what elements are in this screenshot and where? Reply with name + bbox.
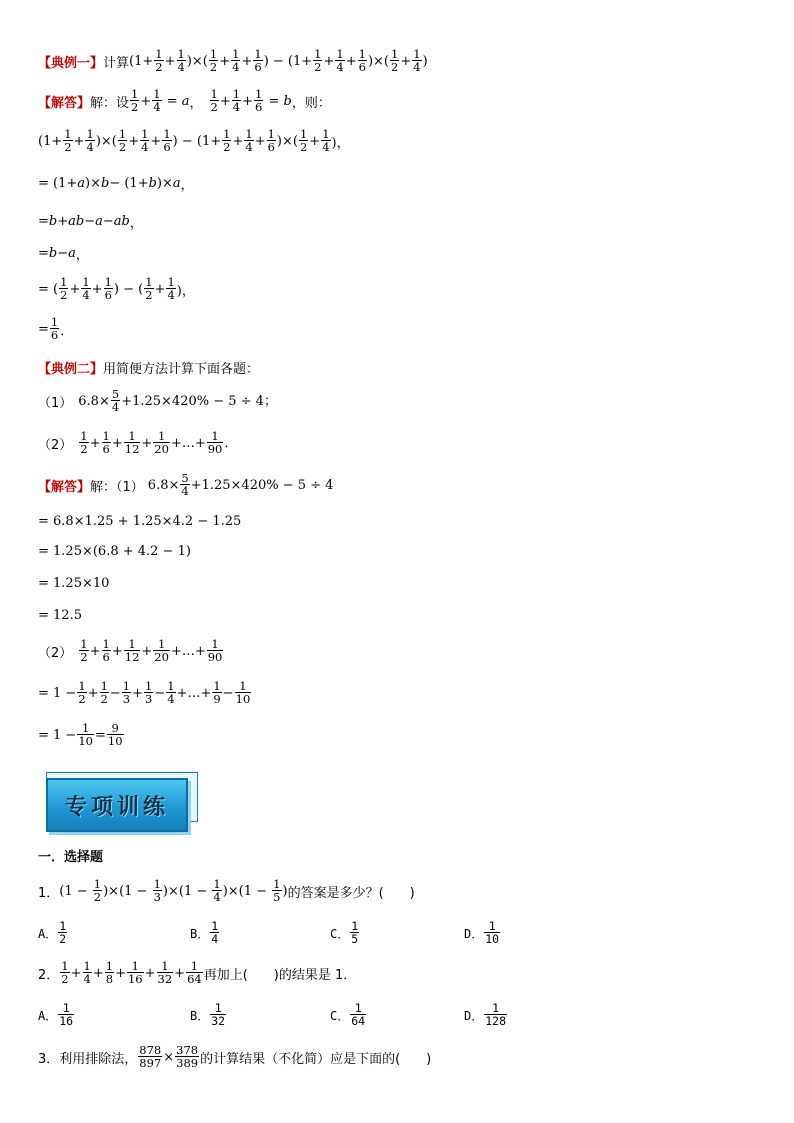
example-1-tag: 【典例一】 (38, 55, 104, 71)
example-1-expression: (1+ $\frac{1}{2}$ + $\frac{1}{4}$ )×( $\frac{1}{2}$ + $\frac{1}{4}$ + $\frac{1}{6}$ ) − (1+ $\frac{1}{2}$ + $\frac{1}{4}$ + $\frac{1}{6}$ )×( $\frac{1}{2}$ + $\frac{1}{4}$ ) (129, 46, 428, 74)
example-2-text: 用简便方法计算下面各题： (103, 361, 260, 377)
answer-tag: 【解答】 (38, 95, 91, 111)
q2-option-c[interactable]: C． $\frac{1}{64}$ (330, 1000, 366, 1028)
solution-step: = 1.25×(6.8 + 4.2 − 1) (38, 543, 191, 559)
banner-title: 专项训练 (64, 794, 169, 820)
solution-step: = b + ab − a − ab ， (38, 213, 143, 231)
example-2-part-2: （2） $\frac{1}{2}$ + $\frac{1}{6}$ + $\frac{1}{12}$ + $\frac{1}{20}$ +…+ $\frac{1}{90}$ ． (38, 428, 238, 456)
example-2-question (38, 350, 259, 384)
question-2: 2． $\frac{1}{2}$ + $\frac{1}{4}$ + $\frac{1}{8}$ + $\frac{1}{16}$ + $\frac{1}{32}$ + $\frac{1}{64}$ 再加上( )的结果是 1． (38, 958, 357, 986)
example-2-tag: 【典例二】 (38, 361, 104, 377)
solution-step: (1+ $\frac{1}{2}$ + $\frac{1}{4}$ )×( $\frac{1}{2}$ + $\frac{1}{4}$ + $\frac{1}{6}$ ) − (1+ $\frac{1}{2}$ + $\frac{1}{4}$ + $\frac{1}{6}$ )×( $\frac{1}{2}$ + $\frac{1}{4}$ )， (38, 126, 350, 154)
q2-option-d[interactable]: D． $\frac{1}{128}$ (464, 1000, 507, 1028)
example-2-answer-intro: 【解答】 解：（1） 6.8× $\frac{5}{4}$ +1.25×420% − 5 ÷ 4 (38, 470, 334, 498)
question-1: 1． (1 − $\frac{1}{2}$ )×(1 − $\frac{1}{3}$ )×(1 − $\frac{1}{4}$ )×(1 − $\frac{1}{5}$ ) 的答案是多少？( ) (38, 876, 415, 904)
solution-result: = $\frac{1}{6}$ ． (38, 314, 74, 342)
solution-step: = ( $\frac{1}{2}$ + $\frac{1}{4}$ + $\frac{1}{6}$ ) − ( $\frac{1}{2}$ + $\frac{1}{4}$ )， (38, 274, 195, 302)
q1-option-d[interactable]: D． $\frac{1}{10}$ (464, 918, 500, 946)
solution-result: = 1 − $\frac{1}{10}$ = $\frac{9}{10}$ (38, 720, 123, 748)
q1-option-a[interactable]: A． $\frac{1}{2}$ (38, 918, 67, 946)
section-title: 一．选择题 (38, 849, 104, 865)
example-2-part-2-restated: （2） $\frac{1}{2}$ + $\frac{1}{6}$ + $\frac{1}{12}$ + $\frac{1}{20}$ +…+ $\frac{1}{90}$ (38, 636, 223, 664)
substitution-expression: $\frac{1}{2}$ + $\frac{1}{4}$ = a (131, 86, 190, 114)
section-banner (46, 772, 196, 832)
q1-option-c[interactable]: C． $\frac{1}{5}$ (330, 918, 359, 946)
example-1-question (38, 44, 428, 78)
solution-step: = (1+ a )× b − (1+ b )× a ， (38, 175, 194, 193)
example-2-part-1: （1） 6.8× $\frac{5}{4}$ +1.25×420% − 5 ÷ 4； (38, 386, 277, 414)
solution-step: = 12.5 (38, 607, 82, 623)
solution-step: = 1.25×10 (38, 575, 110, 591)
example-1-text: 计算 (103, 55, 130, 71)
q1-option-b[interactable]: B． $\frac{1}{4}$ (190, 918, 219, 946)
question-3: 3． 利用排除法， $\frac{878}{897}$ × $\frac{378}{389}$ 的计算结果（不化简）应是下面的( ) (38, 1042, 432, 1070)
solution-step: = 1 − $\frac{1}{2}$ + $\frac{1}{2}$ − $\frac{1}{3}$ + $\frac{1}{3}$ − $\frac{1}{4}$ +…+ $\frac{1}{9}$ − $\frac{1}{10}$ (38, 678, 251, 706)
q2-option-b[interactable]: B． $\frac{1}{32}$ (190, 1000, 226, 1028)
substitution-expression-2: $\frac{1}{2}$ + $\frac{1}{4}$ + $\frac{1}{6}$ = b (210, 86, 292, 114)
q2-option-a[interactable]: A． $\frac{1}{16}$ (38, 1000, 74, 1028)
solution-step: = b − a ， (38, 245, 89, 263)
solution-step: = 6.8×1.25 + 1.25×4.2 − 1.25 (38, 513, 242, 529)
answer-text: 解：设 (90, 95, 130, 111)
example-1-answer-intro: 【解答】 解：设 $\frac{1}{2}$ + $\frac{1}{4}$ = a ， $\frac{1}{2}$ + $\frac{1}{4}$ + $\frac{1}{6}$ = b ，则： (38, 86, 331, 114)
